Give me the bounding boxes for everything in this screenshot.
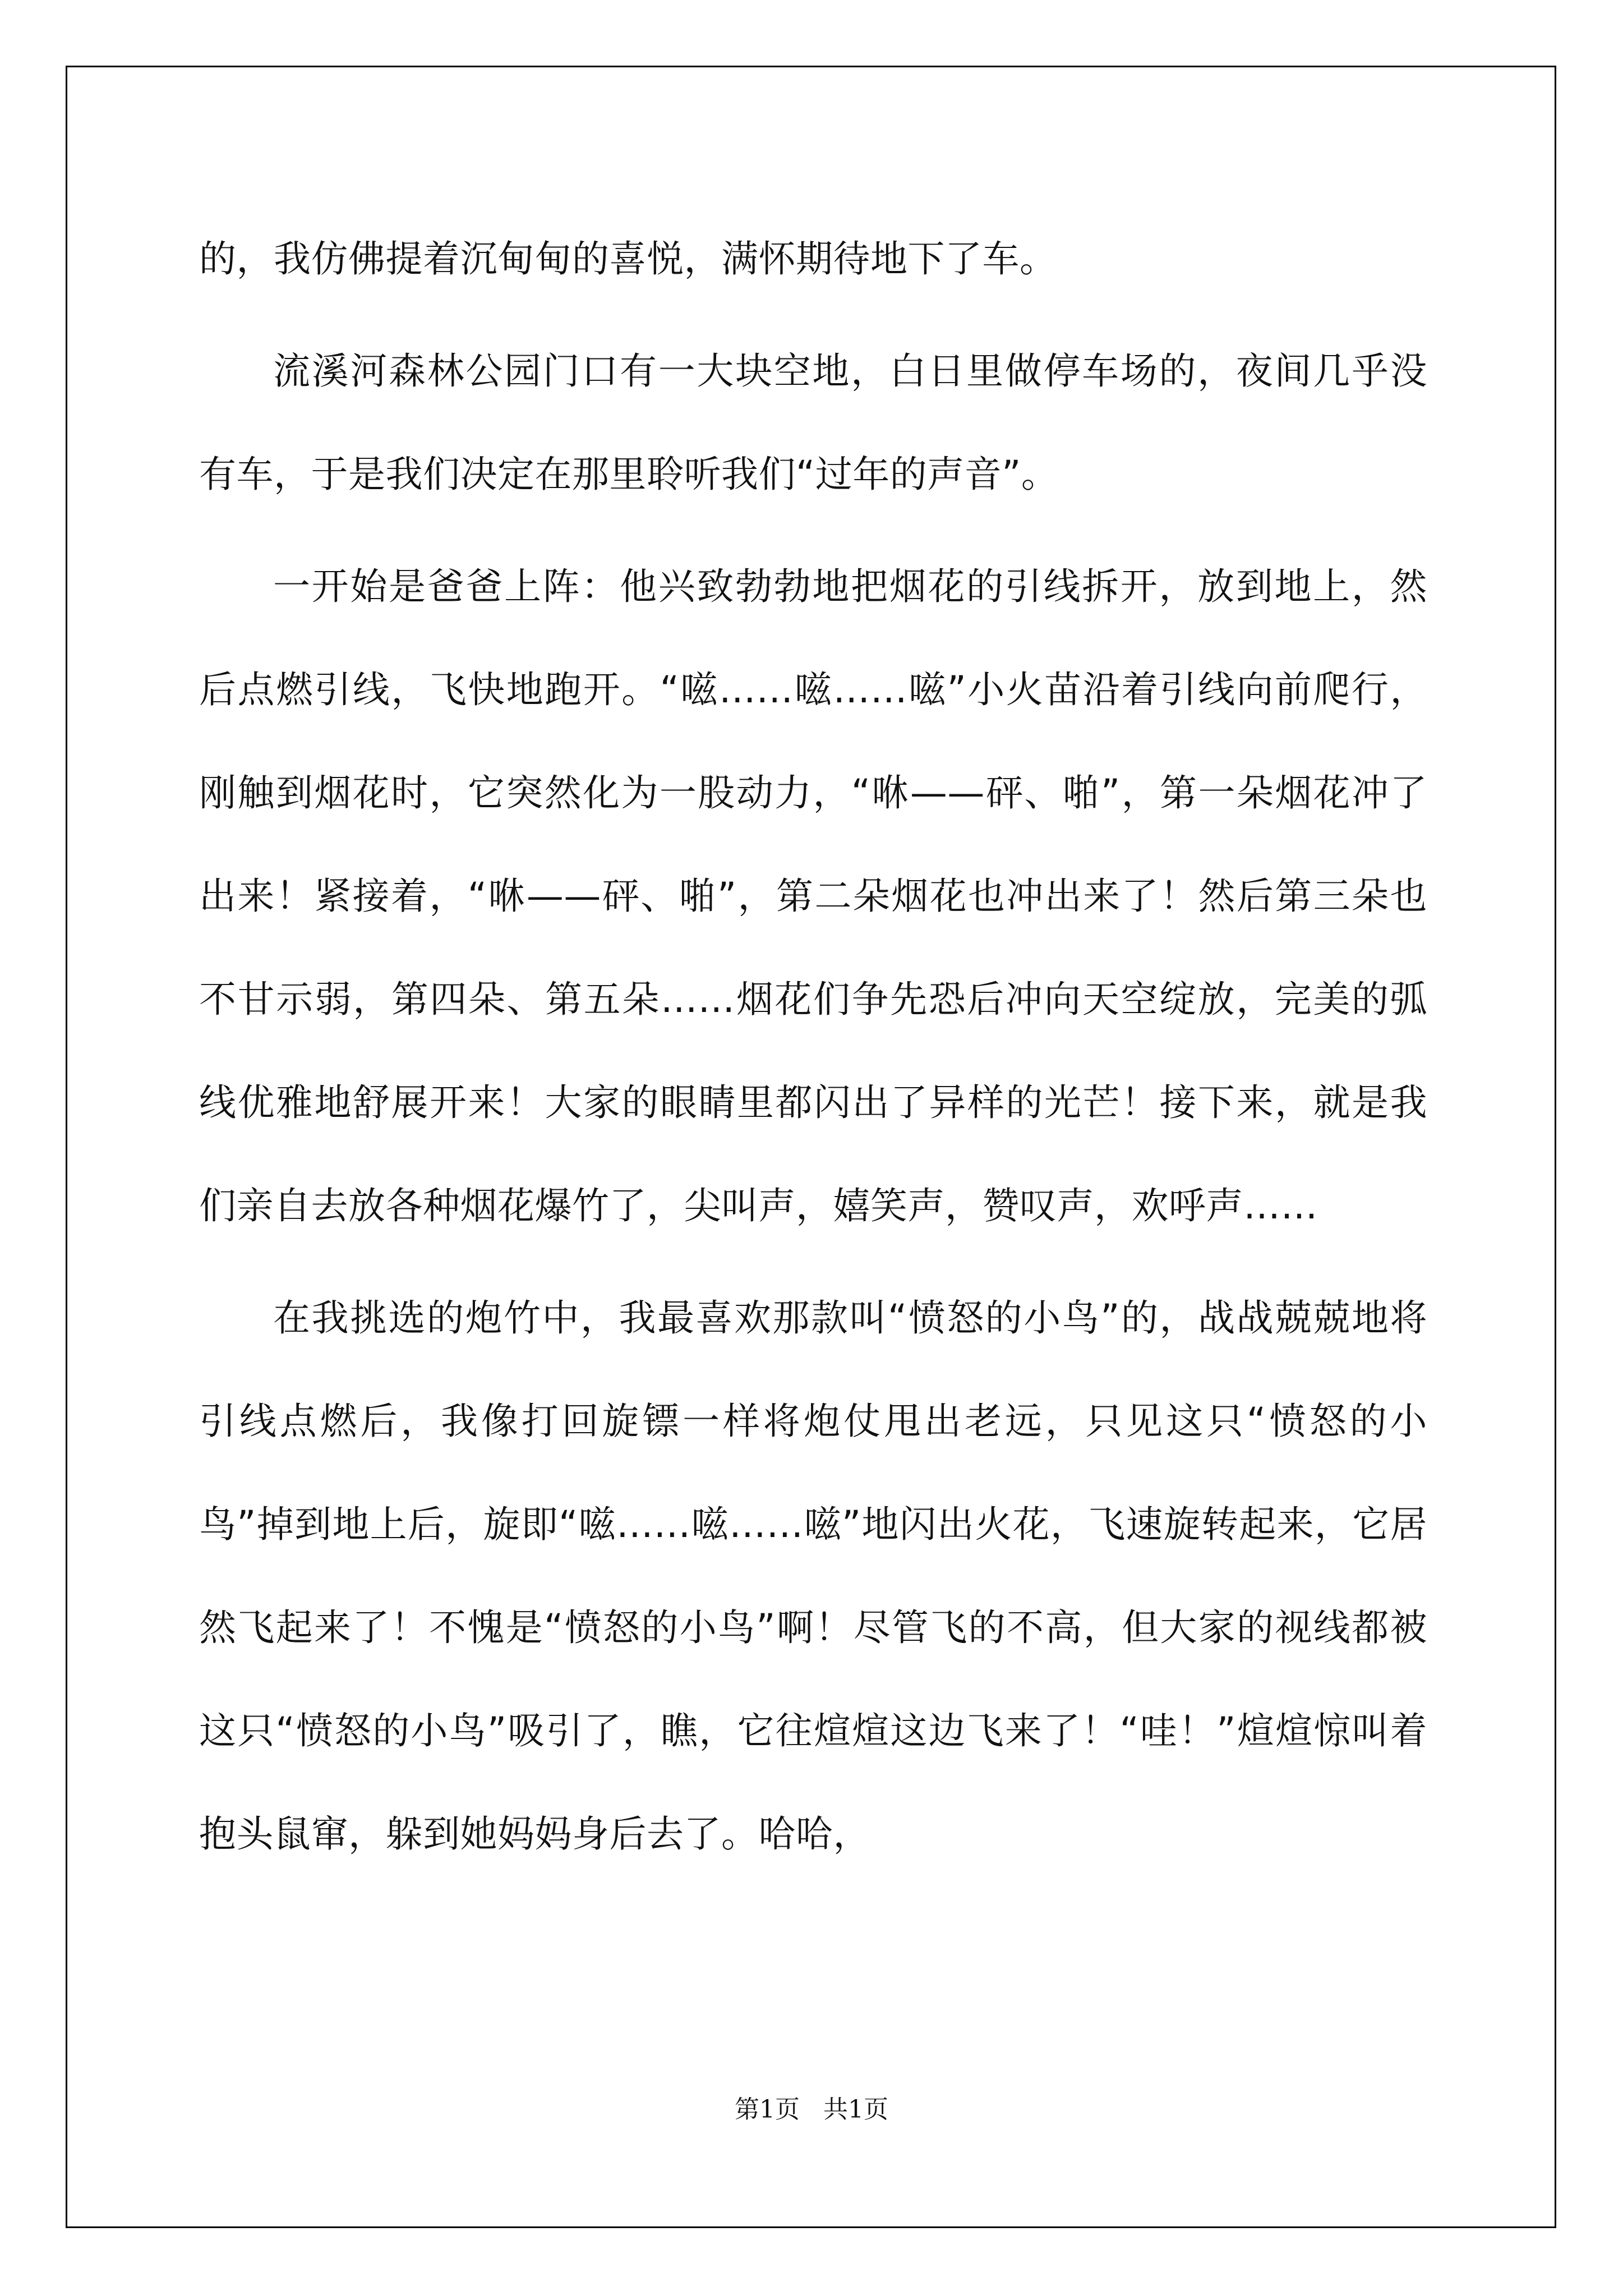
- page-number-footer: 第1页 共1页: [735, 2095, 888, 2124]
- paragraph-2: 流溪河森林公园门口有一大块空地，白日里做停车场的，夜间几乎没有车，于是我们决定在那里聆听我们“过年的声音”。: [199, 349, 1427, 496]
- document-body: [199, 208, 1427, 1895]
- paragraph-4: 在我挑选的炮竹中，我最喜欢那款叫“愤怒的小鸟”的，战战兢兢地将引线点燃后，我像打回旋镖一样将炮仗甩出老远，只见这只“愤怒的小鸟”掉到地上后，旋即“嗞……嗞……嗞”地闪出火花，飞速旋转起来，它居然飞起来了！不愧是“愤怒的小鸟”啊！尽管飞的不高，但大家的视线都被这只“愤怒的小鸟”吸引了，瞧，它往煊煊这边飞来了！“哇！”煊煊惊叫着抱头鼠窜，躲到她妈妈身后去了。哈哈，: [199, 1296, 1427, 1856]
- paragraph-1: 的，我仿佛提着沉甸甸的喜悦，满怀期待地下了车。: [199, 237, 1057, 280]
- paragraph-3: 一开始是爸爸上阵：他兴致勃勃地把烟花的引线拆开，放到地上，然后点燃引线，飞快地跑开。“嗞……嗞……嗞”小火苗沿着引线向前爬行，刚触到烟花时，它突然化为一股动力，“咻——砰、啪”，第一朵烟花冲了出来！紧接着，“咻——砰、啪”，第二朵烟花也冲出来了！然后第三朵也不甘示弱，第四朵、第五朵……烟花们争先恐后冲向天空绽放，完美的弧线优雅地舒展开来！大家的眼睛里都闪出了异样的光芒！接下来，就是我们亲自去放各种烟花爆竹了，尖叫声，嬉笑声，赞叹声，欢呼声……: [199, 565, 1427, 1227]
